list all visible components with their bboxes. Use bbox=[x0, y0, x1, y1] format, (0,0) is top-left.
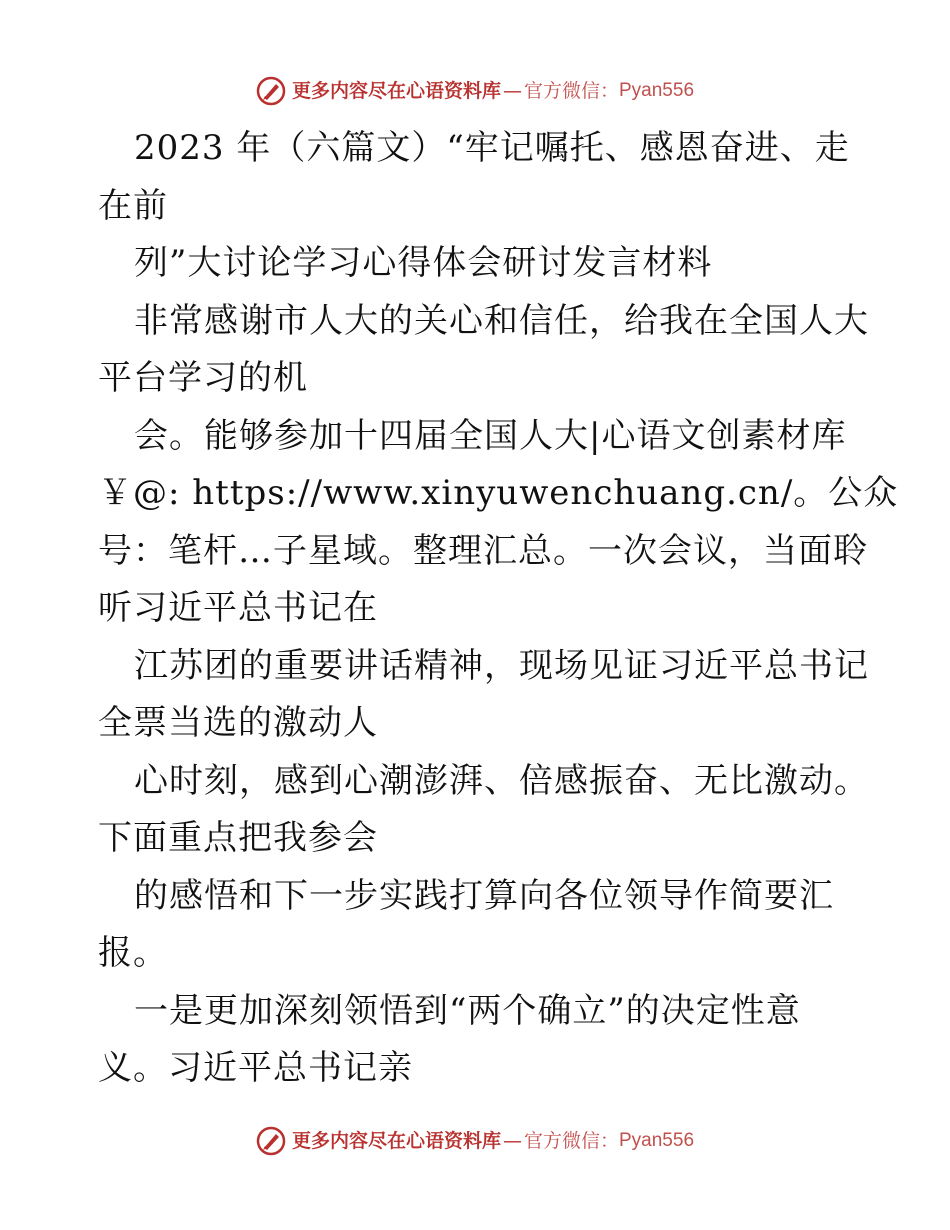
text-line: 平台学习的机 bbox=[98, 358, 308, 398]
text-line: 江苏团的重要讲话精神，现场见证习近平总书记 bbox=[134, 645, 869, 686]
text-line: 下面重点把我参会 bbox=[98, 818, 378, 858]
text-line: 2023 年（六篇文）“牢记嘱托、感恩奋进、走 bbox=[134, 128, 850, 168]
text-line: 号：笔杆…子星域。整理汇总。一次会议，当面聆 bbox=[98, 530, 868, 571]
banner-dash: — bbox=[502, 1130, 522, 1152]
banner-site-text: 更多内容尽在心语资料库 bbox=[291, 80, 501, 102]
text-line: 会。能够参加十四届全国人大|心语文创素材库 bbox=[134, 415, 847, 456]
pen-seal-icon bbox=[256, 76, 286, 106]
text-line: 一是更加深刻领悟到“两个确立”的决定性意 bbox=[134, 990, 801, 1031]
text-line: 在前 bbox=[98, 185, 168, 226]
text-line: 义。习近平总书记亲 bbox=[98, 1048, 413, 1088]
text-line: ￥@: https://www.xinyuwenchuang.cn/。公众 bbox=[98, 473, 899, 513]
text-line: 列”大讨论学习心得体会研讨发言材料 bbox=[134, 243, 713, 283]
banner-account-id: Pyan556 bbox=[619, 1130, 695, 1151]
header-banner bbox=[0, 76, 950, 106]
footer-banner bbox=[0, 1126, 950, 1156]
pen-seal-icon bbox=[256, 1126, 286, 1156]
text-line: 的感悟和下一步实践打算向各位领导作简要汇 bbox=[134, 875, 834, 916]
text-line: 报。 bbox=[98, 933, 168, 973]
banner-wechat-label: 官方微信： bbox=[523, 1130, 619, 1152]
banner-wechat-label: 官方微信： bbox=[523, 80, 619, 102]
banner-site-text: 更多内容尽在心语资料库 bbox=[291, 1130, 501, 1152]
text-line: 听习近平总书记在 bbox=[98, 588, 378, 628]
text-line: 全票当选的激动人 bbox=[98, 703, 378, 743]
banner-account-id: Pyan556 bbox=[619, 80, 695, 101]
text-line: 心时刻，感到心潮澎湃、倍感振奋、无比激动。 bbox=[134, 760, 869, 801]
text-line: 非常感谢市人大的关心和信任，给我在全国人大 bbox=[134, 300, 869, 341]
banner-dash: — bbox=[502, 80, 522, 102]
document-body bbox=[98, 120, 899, 1098]
